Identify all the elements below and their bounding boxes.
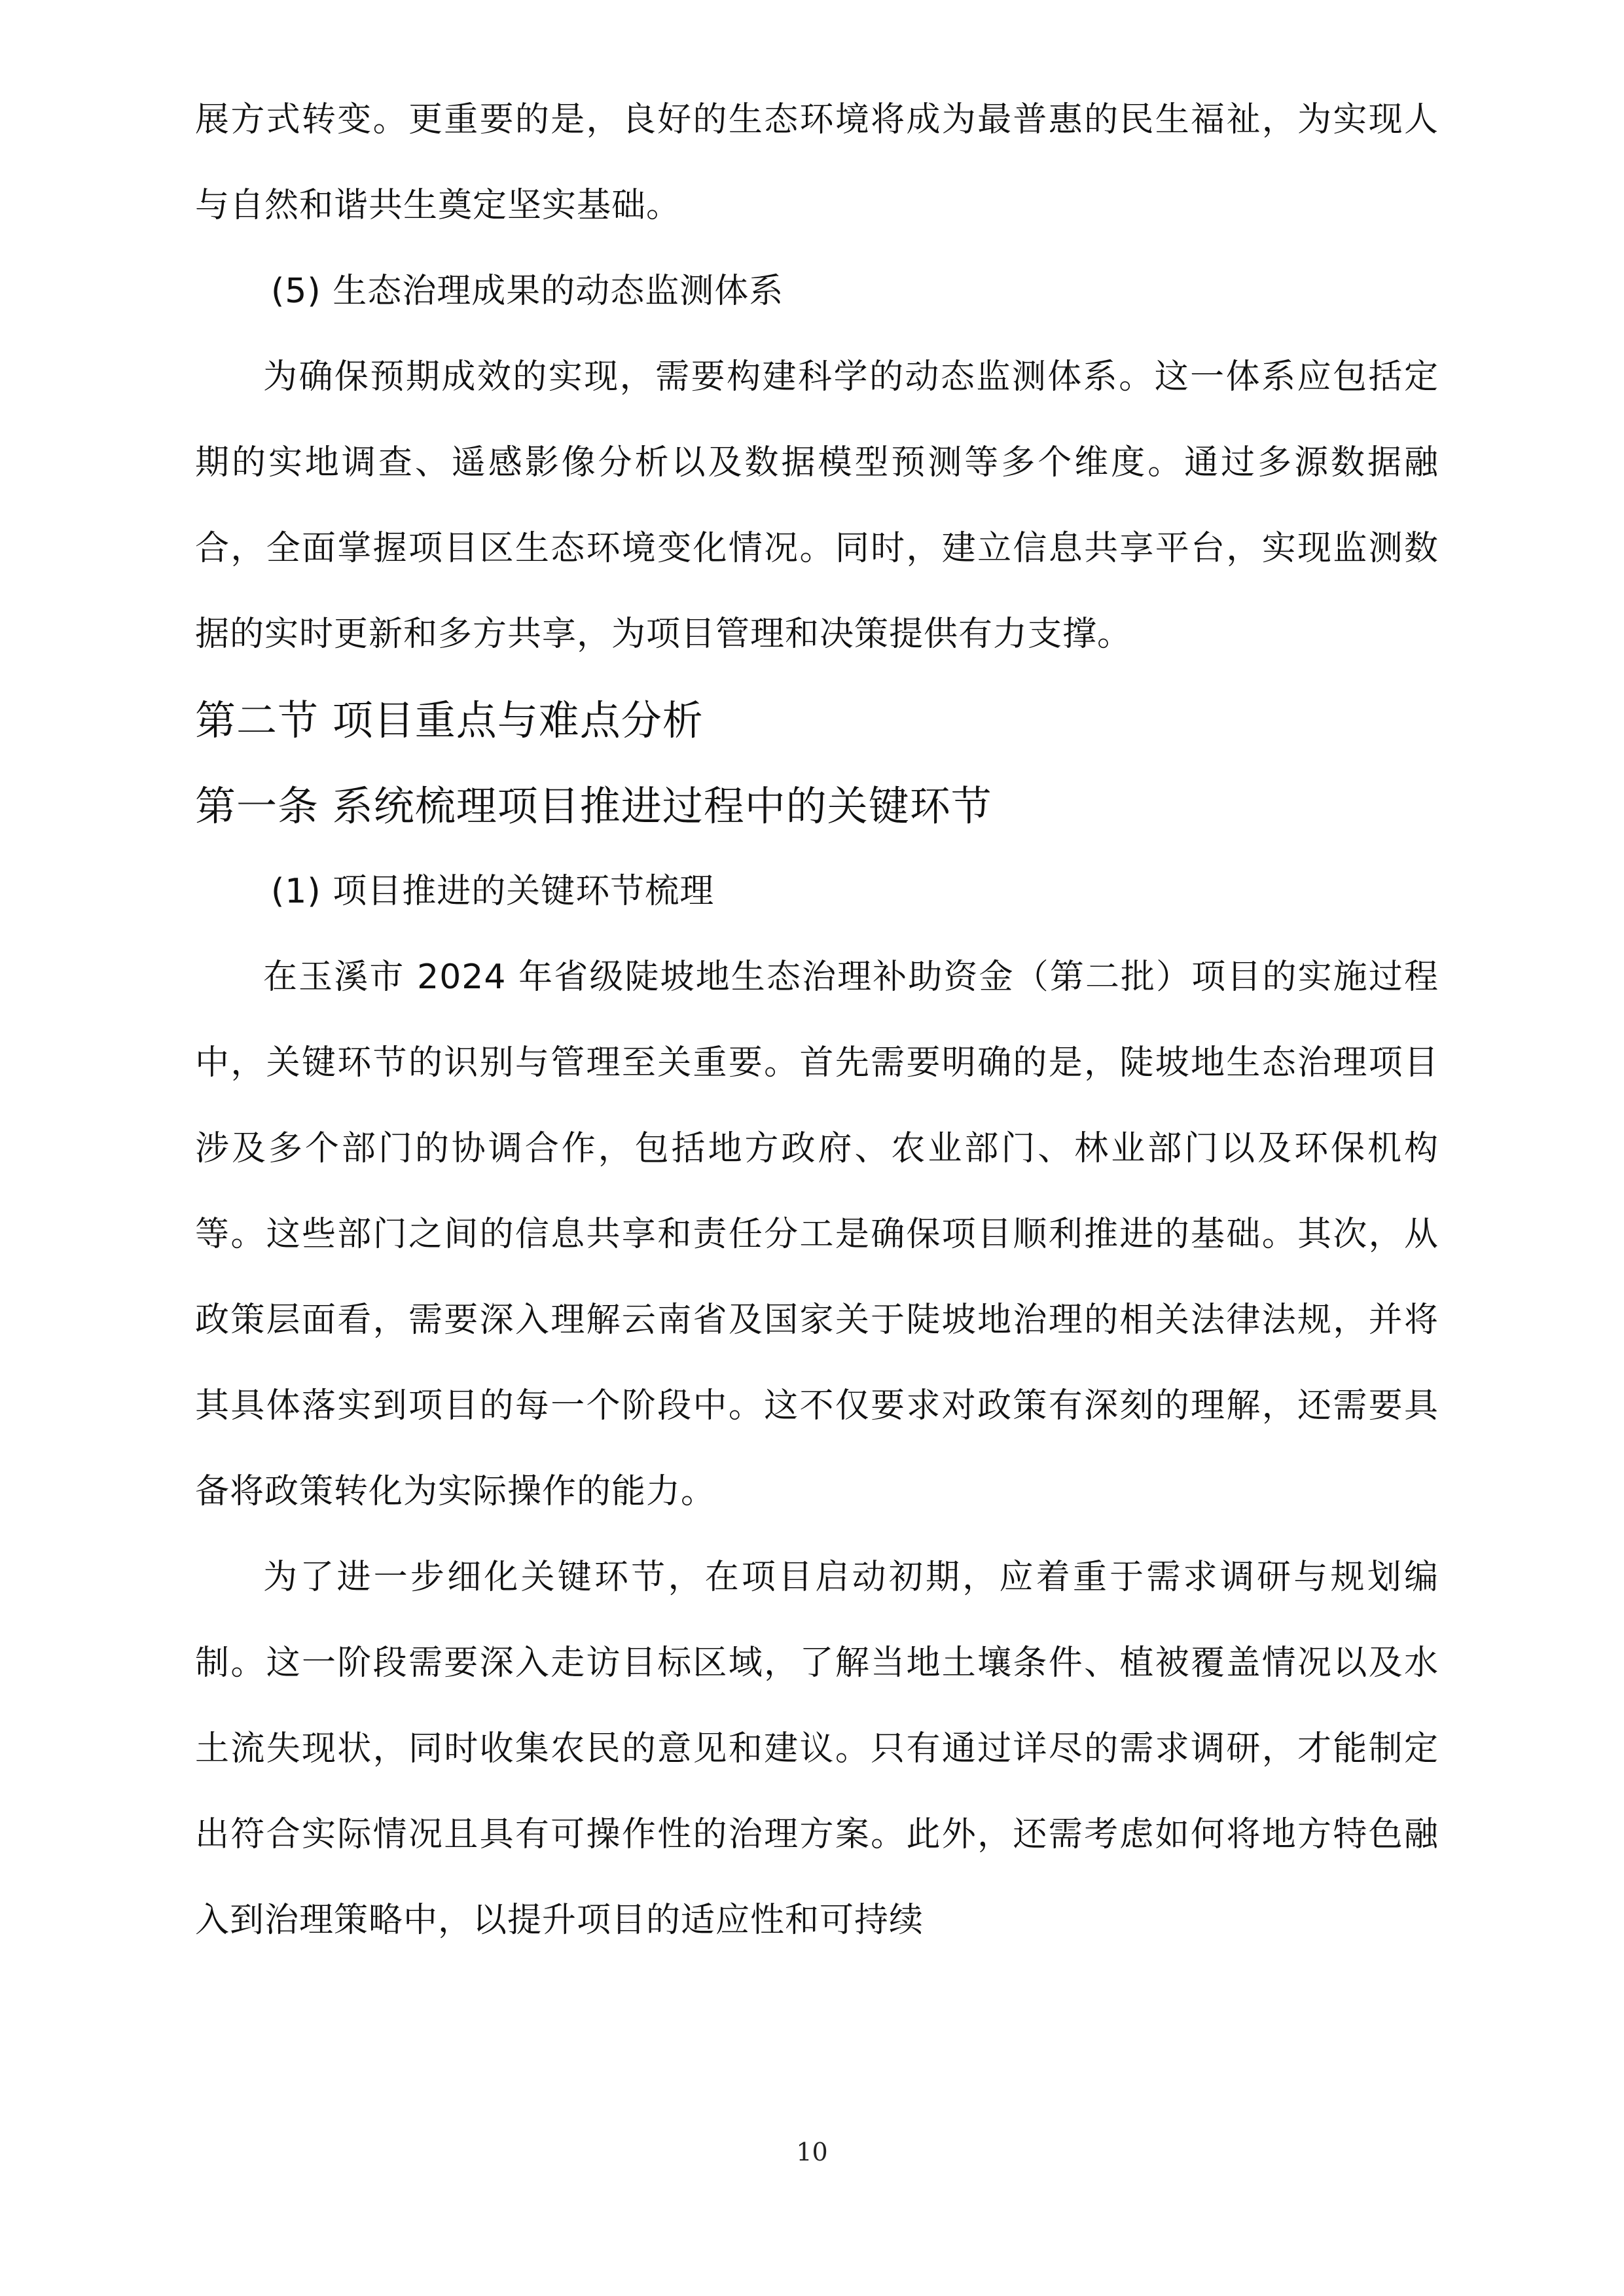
paragraph-continued: 展方式转变。更重要的是，良好的生态环境将成为最普惠的民生福祉，为实现人与自然和谐共生奠定坚实基础。 bbox=[195, 100, 1439, 225]
page-number: 10 bbox=[796, 2138, 828, 2166]
article-heading: 第一条 系统梳理项目推进过程中的关键环节 bbox=[195, 782, 992, 830]
subsection-item-5: (5) 生态治理成果的动态监测体系 bbox=[271, 272, 784, 311]
section-heading: 第二节 项目重点与难点分析 bbox=[195, 696, 704, 744]
paragraph-key-links: 在玉溪市 2024 年省级陡坡地生态治理补助资金（第二批）项目的实施过程中，关键环节的识别与管理至关重要。首先需要明确的是，陡坡地生态治理项目涉及多个部门的协调合作，包括地方政府、农业部门、林业部门以及环保机构等。这些部门之间的信息共享和责任分工是确保项目顺利推进的基础。其次，从政策层面看，需要深入理解云南省及国家关于陡坡地治理的相关法律法规，并将其具体落实到项目的每一个阶段中。这不仅要求对政策有深刻的理解，还需要具备将政策转化为实际操作的能力。 bbox=[195, 958, 1439, 1511]
paragraph-monitoring: 为确保预期成效的实现，需要构建科学的动态监测体系。这一体系应包括定期的实地调查、遥感影像分析以及数据模型预测等多个维度。通过多源数据融合，全面掌握项目区生态环境变化情况。同时，建立信息共享平台，实现监测数据的实时更新和多方共享，为项目管理和决策提供有力支撑。 bbox=[195, 357, 1439, 654]
page-body bbox=[195, 77, 1439, 1964]
subsection-item-1: (1) 项目推进的关键环节梳理 bbox=[271, 872, 715, 911]
paragraph-refinement: 为了进一步细化关键环节，在项目启动初期，应着重于需求调研与规划编制。这一阶段需要深入走访目标区域，了解当地土壤条件、植被覆盖情况以及水土流失现状，同时收集农民的意见和建议。只有通过详尽的需求调研，才能制定出符合实际情况且具有可操作性的治理方案。此外，还需考虑如何将地方特色融入到治理策略中，以提升项目的适应性和可持续 bbox=[195, 1558, 1439, 1940]
